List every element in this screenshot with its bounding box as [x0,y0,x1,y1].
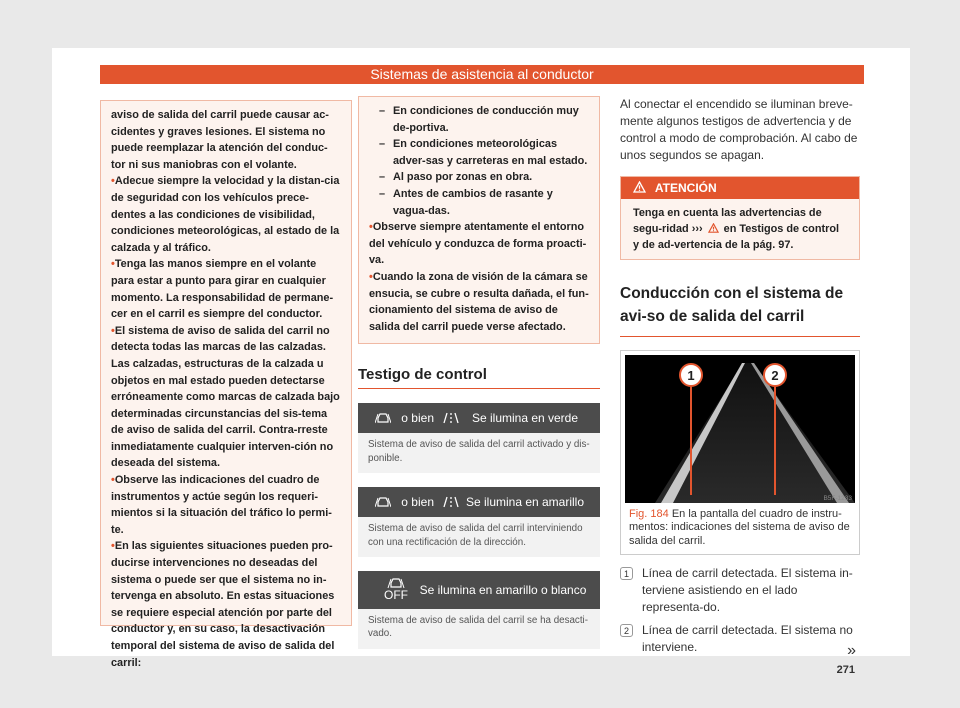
lane-lines-icon [442,412,460,424]
lane-lines-icon [442,496,460,508]
middle-column [358,96,600,649]
lane-assist-icon [375,412,391,424]
attention-box [620,176,860,260]
intro-paragraph: Al conectar el encendido se iluminan breve-mente algunos testigos de advertencia y de control a modo de comprobación. Al cabo de unos segundos se apagan. [620,97,858,162]
attention-link-text[interactable]: en Testigos de control y de ad-vertencia de la pág. 97. [633,223,840,251]
indicator-state: Se ilumina en amarillo o blanco [419,582,587,597]
attention-text: Tenga en cuenta las advertencias de segu-ridad ››› [633,207,822,235]
indicator-off [358,571,600,649]
continue-mark: » [847,642,856,659]
dashboard-display-image [625,355,855,503]
indicator-state: Se ilumina en amarillo [465,495,585,510]
legend-number: 2 [620,624,633,637]
chapter-title: Sistemas de asistencia al conductor [100,65,864,84]
figure-caption-text: En la pantalla del cuadro de instru-mentos: indicaciones del sistema de aviso de salida del carril. [629,508,850,547]
condition-item: – En condiciones de conducción muy de-portiva. [369,103,590,136]
warning-bullet: • Observe las indicaciones del cuadro de instrumentos y actúe según los requeri-mientos si la situación del tráfico lo permi-te. [111,472,342,538]
or-label: o bien [401,495,434,510]
legend-item [620,622,860,656]
right-column [620,96,860,656]
figure-number: Fig. 184 [629,508,669,520]
off-label: OFF [384,588,408,603]
legend-text: Línea de carril detectada. El sistema in-terviene asistiendo en el lado representa-do. [642,566,853,615]
warning-bullet: • Adecue siempre la velocidad y la distan-cia de seguridad con los vehículos prece-dentes a las condiciones de visibilidad, condiciones meteorológicas, al estado de la calzada y al tráfico. [111,173,342,256]
lane-display-illustration [625,355,855,503]
warning-text: aviso de salida del carril puede causar ac-cidentes y graves lesiones. El sistema no puede reemplazar la atención del conduc-tor ni sus maniobras con el volante. [111,109,329,171]
indicator-description: Sistema de aviso de salida del carril interviniendo con una rectificación de la dirección. [358,517,600,557]
warning-triangle-icon [633,181,646,193]
warning-bullet: • Observe siempre atentamente el entorno del vehículo y conduzca de forma proacti-va. [369,219,590,269]
indicator-yellow [358,487,600,557]
indicator-description: Sistema de aviso de salida del carril activado y dis-ponible. [358,433,600,473]
callout-1: 1 [687,368,695,383]
or-label: o bien [401,411,434,426]
legend-number: 1 [620,567,633,580]
warning-triangle-icon [708,223,719,233]
indicator-description: Sistema de aviso de salida del carril se ha desacti-vado. [358,609,600,649]
warning-box-end [358,96,600,344]
warning-bullet: • En las siguientes situaciones pueden pro-ducirse intervenciones no deseadas del sistema o puede ser que el sistema no in-tervenga en absoluto. En estas situaciones se requiere especial atención por parte del conductor y, en su caso, la desactivación temporal del sistema de aviso de salida del carril: [111,538,342,671]
warning-box-continued [100,100,352,669]
warning-bullet: • El sistema de aviso de salida del carril no detecta todas las marcas de las calzadas. Las calzadas, estructuras de la calzada u objetos en mal estado pueden detectarse erróneamente como marcas de calzada bajo determinadas circunstancias del sis-tema de aviso de salida del carril. Contra-rreste inmediatamente cualquier interven-ción no deseada del sistema. [111,323,342,472]
figure-code: B5F-1233 [823,495,852,502]
warning-bullet: • Tenga las manos siempre en el volante para estar a punto para girar en cualquier momento. La responsabilidad de permane-cer en el carril es siempre del conductor. [111,256,342,322]
warning-bullet: • Cuando la zona de visión de la cámara se ensucia, se cubre o resulta dañada, el fun-cionamiento del sistema de aviso de salida del carril puede verse afectado. [369,269,590,335]
page [52,48,910,676]
callout-2: 2 [771,368,779,383]
legend-text: Línea de carril detectada. El sistema no interviene. [642,623,853,655]
indicator-state: Se ilumina en verde [471,411,579,426]
indicator-green [358,403,600,473]
legend-item [620,565,860,616]
figure-caption [625,503,855,548]
lane-assist-icon [375,496,391,508]
page-number: 271 [836,664,855,676]
section-heading: Conducción con el sistema de avi-so de salida del carril [620,282,860,337]
section-title: Testigo de control [358,366,600,389]
attention-title: ATENCIÓN [654,181,717,195]
condition-item: – Al paso por zonas en obra. [369,169,590,186]
condition-item: – En condiciones meteorológicas adver-sas y carreteras en mal estado. [369,136,590,169]
figure [620,350,860,555]
condition-item: – Antes de cambios de rasante y vagua-das. [369,186,590,219]
